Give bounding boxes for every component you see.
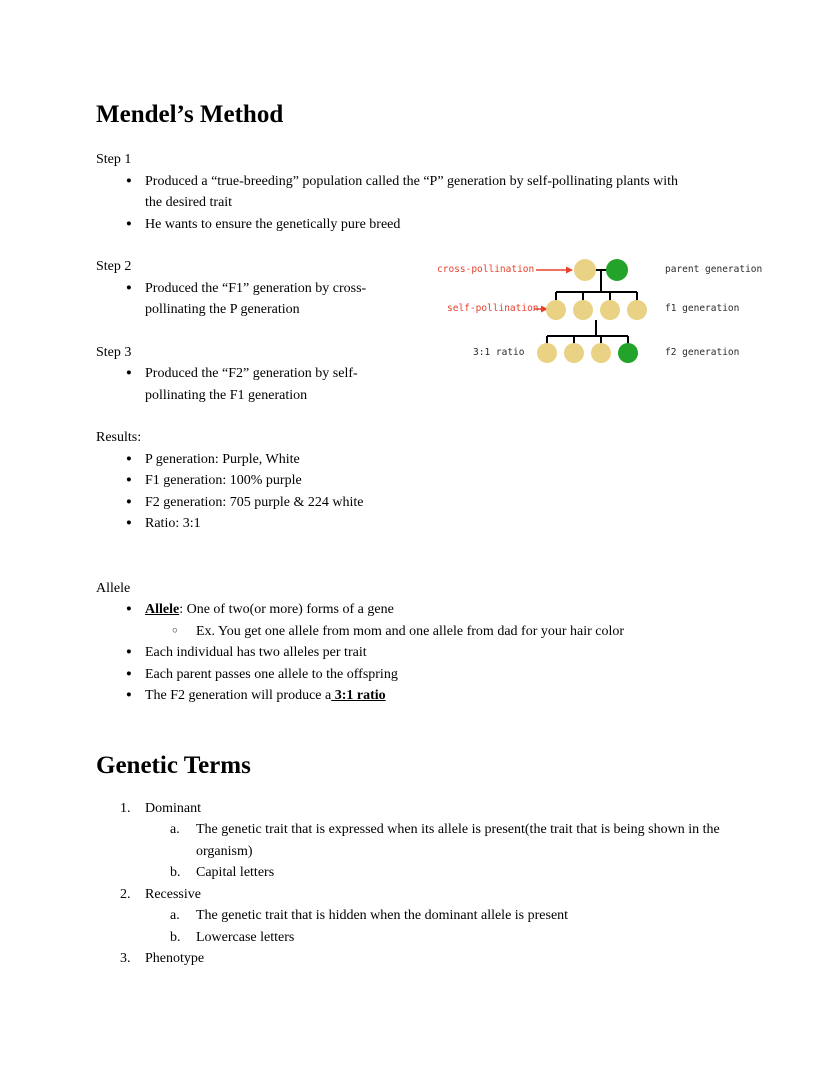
parent-pea-yellow-icon: [574, 259, 596, 281]
term-number: 3.: [120, 951, 131, 966]
f2-generation-label: f2 generation: [665, 347, 740, 358]
term-name: Phenotype: [145, 951, 205, 966]
list-item: [96, 171, 752, 214]
bullet-icon: ●: [126, 690, 132, 700]
heading-mendels-method: Mendel’s Method: [96, 101, 284, 128]
heading-genetic-terms: Genetic Terms: [96, 751, 251, 779]
bullet-icon: ●: [126, 668, 132, 679]
bullet-icon: ●: [126, 647, 132, 657]
term-subrow: [96, 927, 752, 949]
list-item: [96, 449, 752, 471]
list-item-text: Each individual has two alleles per trait: [145, 645, 367, 660]
f2-pea-green-icon: [618, 343, 638, 363]
list-item: [96, 214, 752, 236]
genetic-terms-list: [96, 798, 752, 970]
f2-pea-yellow-icon: [564, 343, 584, 363]
f1-pea-yellow-icon: [546, 300, 566, 320]
steps-column: [96, 256, 437, 406]
term-number: 2.: [120, 886, 131, 902]
bullet-icon: ●: [126, 282, 132, 293]
term-subrow: [96, 862, 752, 884]
term-name: Recessive: [145, 886, 201, 902]
f1-generation-label: f1 generation: [665, 303, 740, 314]
bullet-icon: ●: [126, 518, 132, 528]
f2-ratio-statement: [145, 685, 386, 707]
bullet-icon: ●: [126, 218, 132, 229]
list-item: [96, 492, 752, 514]
sub-text: Capital letters: [196, 865, 275, 880]
list-item: [96, 513, 752, 535]
allele-term-rest: : One of two(or more) forms of a gene: [179, 602, 394, 617]
list-item-text: Produced the “F2” generation by self-pollinating the F1 generation: [145, 366, 358, 403]
step2-label: Step 2: [96, 259, 132, 274]
list-item-text: Ratio: 3:1: [145, 516, 201, 531]
list-item: [96, 599, 752, 621]
steps-2-3-section: [96, 256, 763, 406]
allele-list: [96, 599, 752, 707]
f1-pea-yellow-icon: [600, 300, 620, 320]
f2-ratio-bold: 3:1 ratio: [331, 688, 386, 703]
sub-text: The genetic trait that is hidden when the dominant allele is present: [196, 908, 569, 923]
list-item: [96, 363, 437, 406]
f1-pea-yellow-icon: [627, 300, 647, 320]
bullet-icon: ●: [126, 368, 132, 378]
allele-term: Allele: [145, 602, 180, 617]
bullet-icon: ●: [126, 604, 132, 614]
list-item: [96, 470, 752, 492]
term-number: 1.: [120, 800, 131, 816]
term-row-phenotype: [96, 948, 752, 970]
sub-letter: b.: [170, 865, 181, 880]
circle-bullet-icon: ○: [172, 625, 178, 636]
sub-text: The genetic trait that is expressed when its allele is present(the trait that is being shown in the organism): [196, 822, 720, 859]
f2-pea-yellow-icon: [537, 343, 557, 363]
list-item-text: Produced the “F1” generation by cross-pollinating the P generation: [145, 280, 367, 317]
list-item-text: He wants to ensure the genetically pure breed: [145, 216, 401, 232]
f1-pea-yellow-icon: [573, 300, 593, 320]
term-row-recessive: [96, 884, 752, 906]
sub-text: Lowercase letters: [196, 929, 295, 945]
term-subrow: [96, 905, 752, 927]
f2-pea-yellow-icon: [591, 343, 611, 363]
cross-pollination-arrowhead-icon: [566, 267, 573, 274]
sub-letter: a.: [170, 822, 180, 837]
cross-pollination-label: cross-pollination: [437, 264, 535, 275]
term-subrow: [96, 819, 752, 862]
mendel-cross-diagram: [437, 254, 777, 366]
list-item: [96, 685, 752, 707]
sub-list-item-text: Ex. You get one allele from mom and one allele from dad for your hair color: [196, 623, 625, 639]
term-name: Dominant: [145, 800, 201, 816]
list-item: [96, 278, 437, 321]
allele-label: Allele: [96, 580, 131, 596]
sub-letter: b.: [170, 929, 181, 945]
results-label: Results:: [96, 430, 142, 445]
bullet-icon: ●: [126, 475, 132, 485]
sub-letter: a.: [170, 908, 180, 923]
bullet-icon: ●: [126, 453, 132, 464]
step3-label: Step 3: [96, 344, 132, 360]
list-item: [96, 664, 752, 686]
self-pollination-label: self-pollination: [447, 303, 539, 314]
list-item-text: F2 generation: 705 purple & 224 white: [145, 494, 364, 510]
step1-list: [96, 171, 752, 236]
term-row-dominant: [96, 798, 752, 820]
sub-list-item: [96, 621, 752, 643]
step1-label: Step 1: [96, 152, 132, 167]
list-item-text: F1 generation: 100% purple: [145, 473, 302, 488]
list-item-text: Produced a “true-breeding” population called the “P” generation by self-pollinating plants with the desired trait: [145, 173, 678, 210]
parent-generation-label: parent generation: [665, 264, 763, 275]
list-item-text: P generation: Purple, White: [145, 451, 300, 467]
parent-pea-green-icon: [606, 259, 628, 281]
bullet-icon: ●: [126, 175, 132, 186]
results-list: [96, 449, 752, 535]
ratio-label: 3:1 ratio: [473, 347, 525, 358]
list-item-text: Each parent passes one allele to the offspring: [145, 666, 398, 682]
allele-definition: [145, 599, 394, 621]
bullet-icon: ●: [126, 496, 132, 507]
list-item: [96, 642, 752, 664]
f2-ratio-statement-pre: The F2 generation will produce a: [145, 688, 332, 703]
